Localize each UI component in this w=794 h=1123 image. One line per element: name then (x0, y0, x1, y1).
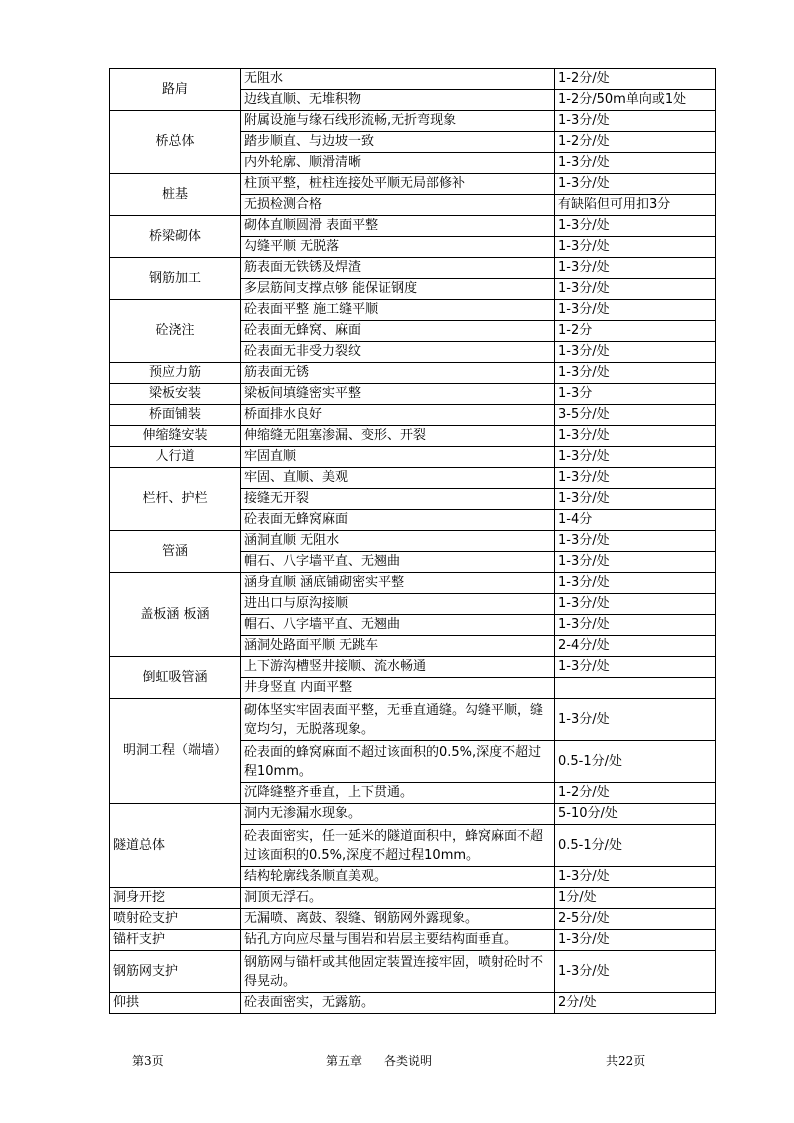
description-cell: 洞顶无浮石。 (241, 888, 555, 909)
description-cell: 牢固、直顺、美观 (241, 468, 555, 489)
description-cell: 结构轮廓线条顺直美观。 (241, 867, 555, 888)
category-cell: 管涵 (110, 531, 241, 573)
score-cell: 5-10分/处 (555, 804, 716, 825)
table-row (110, 468, 716, 489)
table-row (110, 573, 716, 594)
score-cell: 1-3分/处 (555, 426, 716, 447)
description-cell: 砼表面的蜂窝麻面不超过该面积的0.5%,深度不超过程10mm。 (241, 741, 555, 783)
description-cell: 砼表面密实，无露筋。 (241, 993, 555, 1014)
score-cell: 1-3分/处 (555, 342, 716, 363)
description-cell: 桥面排水良好 (241, 405, 555, 426)
description-cell: 多层筋间支撑点够 能保证钢度 (241, 279, 555, 300)
score-cell: 1-3分/处 (555, 300, 716, 321)
description-cell: 无阻水 (241, 69, 555, 90)
category-cell: 预应力筋 (110, 363, 241, 384)
table-row (110, 930, 716, 951)
category-cell: 钢筋网支护 (110, 951, 241, 993)
description-cell: 砌体坚实牢固表面平整，无垂直通缝。勾缝平顺，缝宽均匀，无脱落现象。 (241, 699, 555, 741)
score-cell: 1-3分/处 (555, 531, 716, 552)
description-cell: 帽石、八字墙平直、无翘曲 (241, 552, 555, 573)
category-cell: 倒虹吸管涵 (110, 657, 241, 699)
score-cell: 1-3分/处 (555, 615, 716, 636)
description-cell: 洞内无渗漏水现象。 (241, 804, 555, 825)
category-cell: 钢筋加工 (110, 258, 241, 300)
score-cell: 2-5分/处 (555, 909, 716, 930)
score-cell: 1-3分/处 (555, 153, 716, 174)
description-cell: 筋表面无铁锈及焊渣 (241, 258, 555, 279)
table-row (110, 216, 716, 237)
table-row (110, 447, 716, 468)
score-cell: 1-2分/处 (555, 132, 716, 153)
table-row (110, 426, 716, 447)
description-cell: 涵洞处路面平顺 无跳车 (241, 636, 555, 657)
table-row (110, 258, 716, 279)
score-cell: 3-5分/处 (555, 405, 716, 426)
description-cell: 帽石、八字墙平直、无翘曲 (241, 615, 555, 636)
table-row (110, 699, 716, 741)
description-cell: 接缝无开裂 (241, 489, 555, 510)
category-cell: 伸缩缝安装 (110, 426, 241, 447)
description-cell: 砌体直顺圆滑 表面平整 (241, 216, 555, 237)
description-cell: 涵洞直顺 无阻水 (241, 531, 555, 552)
table-row (110, 993, 716, 1014)
category-cell: 桩基 (110, 174, 241, 216)
score-cell (555, 678, 716, 699)
table-row (110, 363, 716, 384)
description-cell: 钻孔方向应尽量与围岩和岩层主要结构面垂直。 (241, 930, 555, 951)
score-cell: 1-3分/处 (555, 468, 716, 489)
score-cell: 1-3分/处 (555, 258, 716, 279)
description-cell: 无损检测合格 (241, 195, 555, 216)
description-cell: 砼表面平整 施工缝平顺 (241, 300, 555, 321)
table-row (110, 951, 716, 993)
score-cell: 1-3分/处 (555, 594, 716, 615)
description-cell: 边线直顺、无堆积物 (241, 90, 555, 111)
table-row (110, 405, 716, 426)
score-cell: 1-2分/处 (555, 783, 716, 804)
score-cell: 1-3分 (555, 384, 716, 405)
score-cell: 有缺陷但可用扣3分 (555, 195, 716, 216)
chapter-number: 第五章 (326, 1054, 363, 1068)
section-title: 各类说明 (384, 1054, 433, 1068)
score-cell: 1-3分/处 (555, 174, 716, 195)
category-cell: 洞身开挖 (110, 888, 241, 909)
table-row (110, 909, 716, 930)
table-row (110, 111, 716, 132)
score-cell: 1-3分/处 (555, 867, 716, 888)
description-cell: 踏步顺直、与边坡一致 (241, 132, 555, 153)
description-cell: 无漏喷、离鼓、裂缝、钢筋网外露现象。 (241, 909, 555, 930)
table-row (110, 888, 716, 909)
score-cell: 2分/处 (555, 993, 716, 1014)
description-cell: 井身竖直 内面平整 (241, 678, 555, 699)
description-cell: 砼表面无非受力裂纹 (241, 342, 555, 363)
table-row (110, 531, 716, 552)
score-cell: 1-3分/处 (555, 216, 716, 237)
score-cell: 2-4分/处 (555, 636, 716, 657)
category-cell: 桥面铺装 (110, 405, 241, 426)
score-cell: 1-3分/处 (555, 279, 716, 300)
score-cell: 1-3分/处 (555, 930, 716, 951)
score-cell: 0.5-1分/处 (555, 825, 716, 867)
score-cell: 1-3分/处 (555, 111, 716, 132)
description-cell: 牢固直顺 (241, 447, 555, 468)
score-cell: 1-2分/处 (555, 69, 716, 90)
score-cell: 1-2分/50m单向或1处 (555, 90, 716, 111)
category-cell: 明洞工程（端墙） (110, 699, 241, 804)
table-row (110, 657, 716, 678)
category-cell: 盖板涵 板涵 (110, 573, 241, 657)
description-cell: 涵身直顺 涵底铺砌密实平整 (241, 573, 555, 594)
score-cell: 1-3分/处 (555, 699, 716, 741)
table-row (110, 300, 716, 321)
score-cell: 1-2分 (555, 321, 716, 342)
category-cell: 路肩 (110, 69, 241, 111)
score-cell: 1-3分/处 (555, 573, 716, 594)
total-pages: 共22页 (606, 1054, 646, 1068)
description-cell: 内外轮廓、顺滑清晰 (241, 153, 555, 174)
description-cell: 进出口与原沟接顺 (241, 594, 555, 615)
inspection-score-table (109, 68, 716, 1014)
score-cell: 1-3分/处 (555, 447, 716, 468)
category-cell: 喷射砼支护 (110, 909, 241, 930)
description-cell: 钢筋网与锚杆或其他固定装置连接牢固，喷射砼时不得晃动。 (241, 951, 555, 993)
description-cell: 砼表面无蜂窝、麻面 (241, 321, 555, 342)
description-cell: 附属设施与缘石线形流畅,无折弯现象 (241, 111, 555, 132)
description-cell: 沉降缝整齐垂直，上下贯通。 (241, 783, 555, 804)
score-cell: 1-3分/处 (555, 552, 716, 573)
description-cell: 勾缝平顺 无脱落 (241, 237, 555, 258)
category-cell: 人行道 (110, 447, 241, 468)
description-cell: 柱顶平整，桩柱连接处平顺无局部修补 (241, 174, 555, 195)
page-number: 第3页 (132, 1054, 164, 1068)
score-cell: 1-3分/处 (555, 657, 716, 678)
score-cell: 1-4分 (555, 510, 716, 531)
description-cell: 砼表面无蜂窝麻面 (241, 510, 555, 531)
description-cell: 上下游沟槽竖井接顺、流水畅通 (241, 657, 555, 678)
category-cell: 砼浇注 (110, 300, 241, 363)
description-cell: 筋表面无锈 (241, 363, 555, 384)
chapter-label (326, 1052, 454, 1069)
category-cell: 桥总体 (110, 111, 241, 174)
table-row (110, 804, 716, 825)
score-cell: 1分/处 (555, 888, 716, 909)
description-cell: 伸缩缝无阻塞渗漏、变形、开裂 (241, 426, 555, 447)
category-cell: 栏杆、护栏 (110, 468, 241, 531)
category-cell: 梁板安装 (110, 384, 241, 405)
score-cell: 1-3分/处 (555, 489, 716, 510)
table-row (110, 174, 716, 195)
category-cell: 仰拱 (110, 993, 241, 1014)
category-cell: 桥梁砌体 (110, 216, 241, 258)
category-cell: 隧道总体 (110, 804, 241, 888)
score-cell: 1-3分/处 (555, 951, 716, 993)
category-cell: 锚杆支护 (110, 930, 241, 951)
description-cell: 砼表面密实，任一延米的隧道面积中，蜂窝麻面不超过该面积的0.5%,深度不超过程10mm。 (241, 825, 555, 867)
description-cell: 梁板间填缝密实平整 (241, 384, 555, 405)
score-cell: 1-3分/处 (555, 237, 716, 258)
score-cell: 0.5-1分/处 (555, 741, 716, 783)
score-cell: 1-3分/处 (555, 363, 716, 384)
table-row (110, 384, 716, 405)
table-row (110, 69, 716, 90)
